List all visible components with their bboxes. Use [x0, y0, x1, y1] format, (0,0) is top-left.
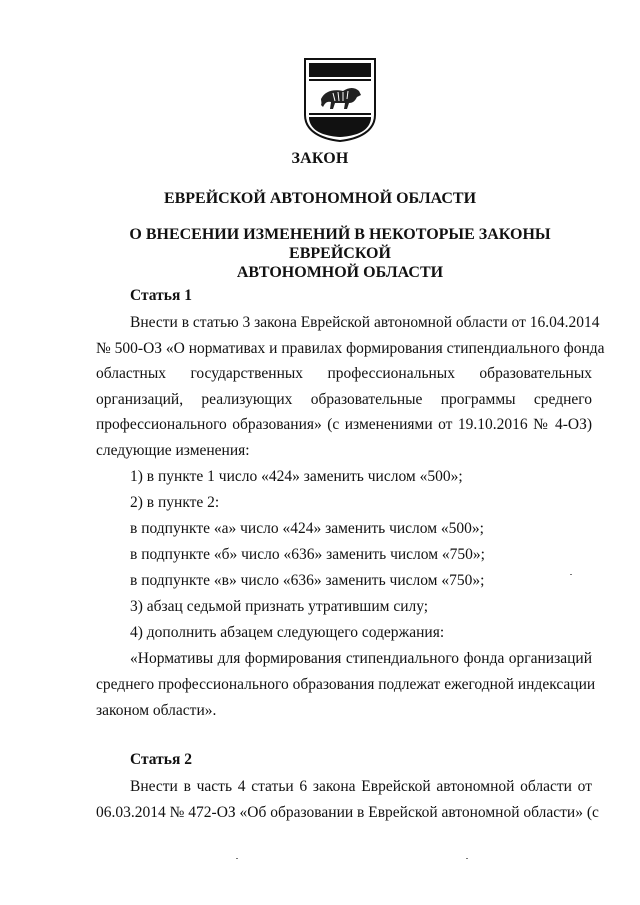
article-1-subitem: в подпункте «а» число «424» заменить числом «500»; — [130, 520, 484, 537]
amendment-title — [80, 225, 600, 282]
article-1-quote-line: «Нормативы для формирования стипендиального фонда организаций — [130, 650, 592, 667]
article-1-line: областных государственных профессиональных образовательных — [96, 365, 592, 382]
article-1-subitem: в подпункте «б» число «636» заменить числом «750»; — [130, 546, 485, 563]
scan-speck — [570, 574, 572, 575]
scan-speck — [466, 858, 468, 859]
article-1-line: профессионального образования» (с изменениями от 19.10.2016 № 4-ОЗ) — [96, 416, 592, 433]
article-2-line: Внести в часть 4 статьи 6 закона Еврейской автономной области от — [130, 778, 592, 795]
amendment-title-line-1: О ВНЕСЕНИИ ИЗМЕНЕНИЙ В НЕКОТОРЫЕ ЗАКОНЫ ЕВРЕЙСКОЙ — [129, 226, 551, 262]
article-1-heading: Статья 1 — [130, 287, 192, 304]
article-1-quote-line: среднего профессионального образования подлежат ежегодной индексации — [96, 676, 596, 693]
article-1-item: 2) в пункте 2: — [130, 494, 220, 511]
article-1-item: 1) в пункте 1 число «424» заменить числом «500»; — [130, 468, 463, 485]
law-title: ЗАКОН — [291, 150, 349, 167]
article-1-line: Внести в статью 3 закона Еврейской автономной области от 16.04.2014 — [130, 314, 600, 331]
scan-speck — [236, 858, 238, 859]
region-title: ЕВРЕЙСКОЙ АВТОНОМНОЙ ОБЛАСТИ — [163, 190, 477, 207]
article-1-line: № 500-ОЗ «О нормативах и правилах формирования стипендиального фонда — [96, 340, 605, 357]
article-2-line: 06.03.2014 № 472-ОЗ «Об образовании в Еврейской автономной области» (с — [96, 804, 599, 821]
article-1-line: следующие изменения: — [96, 442, 250, 459]
article-1-item: 3) абзац седьмой признать утратившим силу; — [130, 598, 429, 615]
article-1-line: организаций, реализующих образовательные программы среднего — [96, 391, 592, 408]
amendment-title-line-2: АВТОНОМНОЙ ОБЛАСТИ — [236, 264, 444, 281]
article-1-item: 4) дополнить абзацем следующего содержания: — [130, 624, 445, 641]
article-2-heading: Статья 2 — [130, 751, 192, 768]
coat-of-arms-emblem — [303, 57, 377, 143]
article-1-quote-line: законом области». — [96, 702, 217, 719]
article-1-subitem: в подпункте «в» число «636» заменить числом «750»; — [130, 572, 485, 589]
